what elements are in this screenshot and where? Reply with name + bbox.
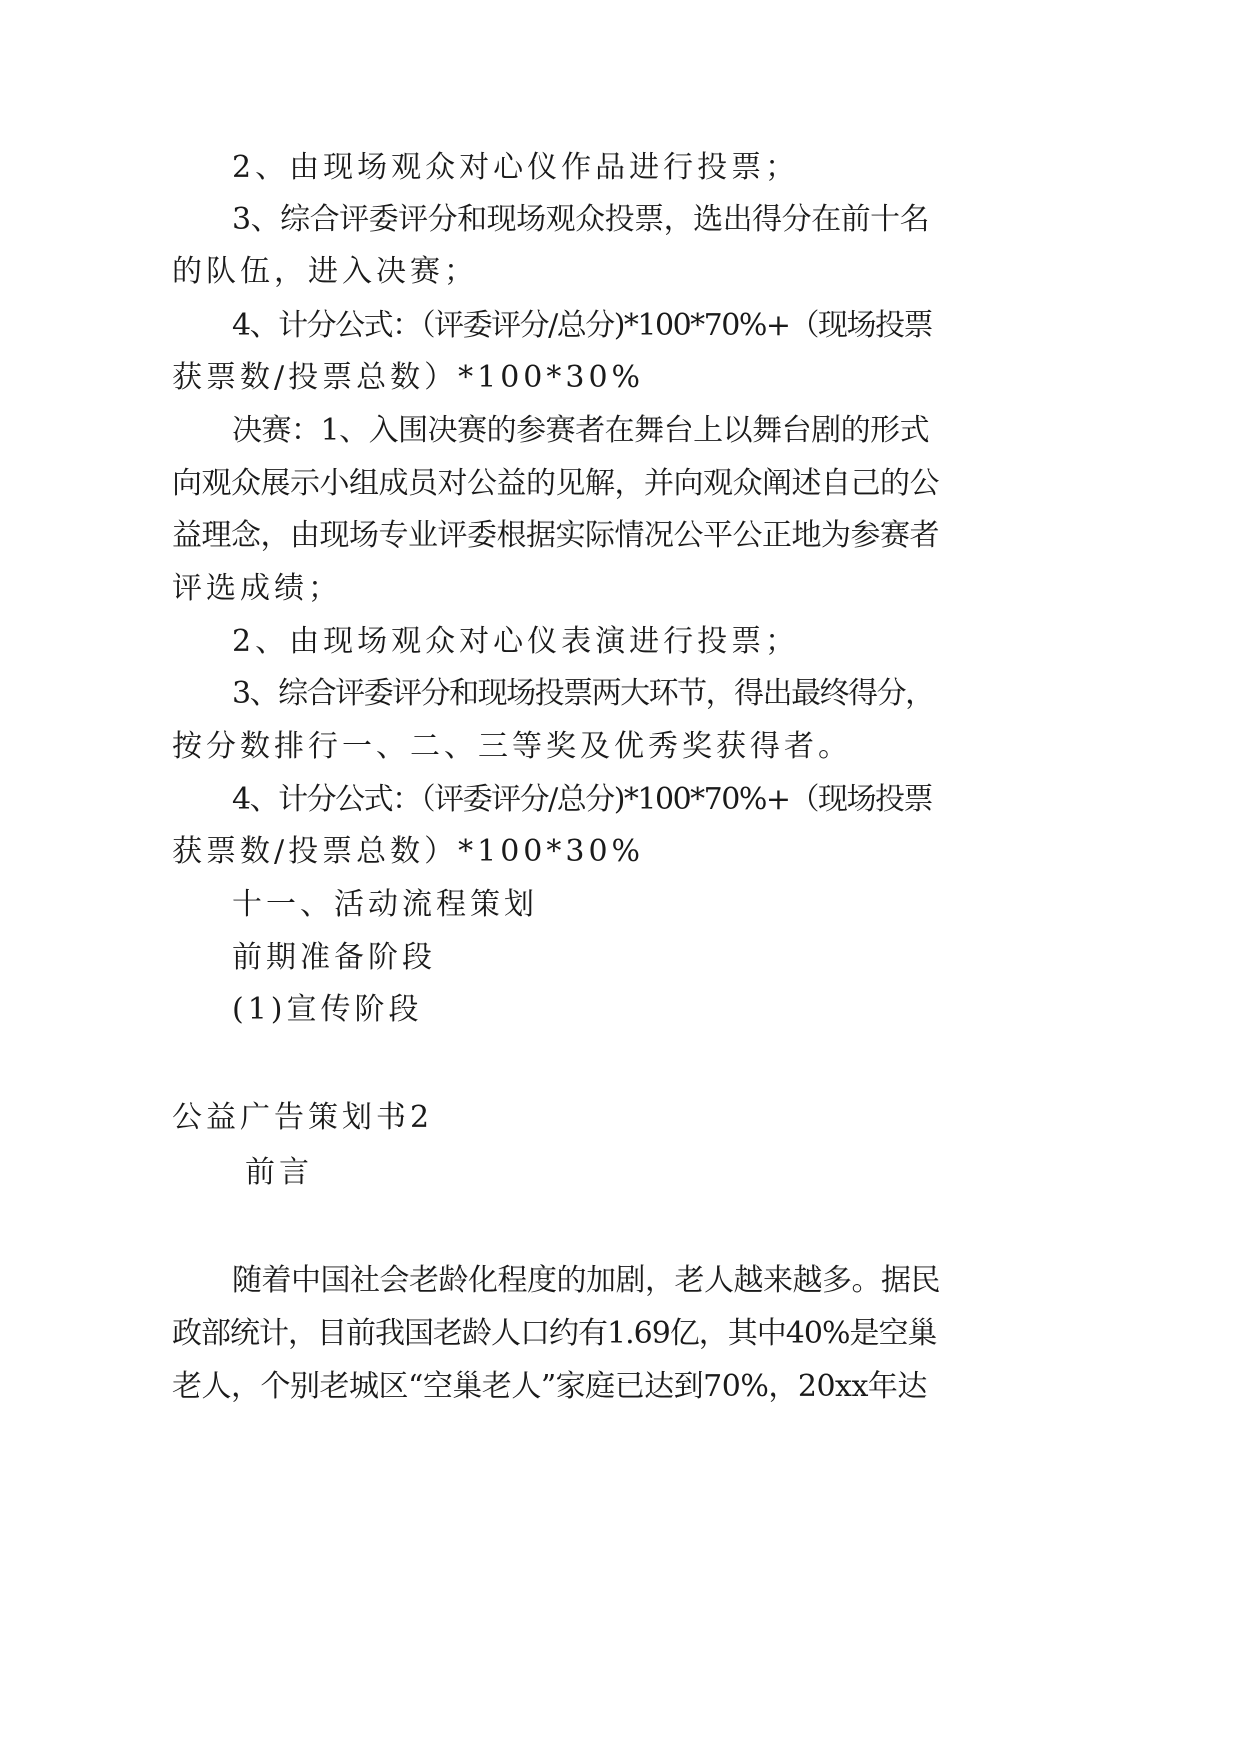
paragraph-line: 老人，个别老城区“空巢老人”家庭已达到70%，20xx年达 <box>172 1369 927 1404</box>
subsection-heading: (1)宣传阶段 <box>232 992 423 1027</box>
paragraph-line: 的队伍，进入决赛； <box>172 254 478 289</box>
paragraph-line: 获票数/投票总数）*100*30% <box>172 360 645 395</box>
paragraph-line: 4、计分公式：（评委评分/总分)*100*70%+（现场投票 <box>232 782 932 817</box>
paragraph-line: 向观众展示小组成员对公益的见解，并向观众阐述自己的公 <box>172 466 939 501</box>
paragraph-line: 2、由现场观众对心仪作品进行投票； <box>232 150 800 185</box>
paragraph-line: 获票数/投票总数）*100*30% <box>172 834 645 869</box>
paragraph-line: 评选成绩； <box>172 571 342 606</box>
subsection-heading: 前期准备阶段 <box>232 940 436 975</box>
document-title: 公益广告策划书2 <box>172 1100 434 1135</box>
preface-heading: 前言 <box>245 1155 313 1190</box>
paragraph-line: 4、计分公式：（评委评分/总分)*100*70%+（现场投票 <box>232 308 932 343</box>
section-heading: 十一、活动流程策划 <box>232 887 538 922</box>
paragraph-line: 政部统计，目前我国老龄人口约有1.69亿，其中40%是空巢 <box>172 1316 937 1351</box>
paragraph-line: 决赛：1、入围决赛的参赛者在舞台上以舞台剧的形式 <box>232 413 930 448</box>
paragraph-line: 按分数排行一、二、三等奖及优秀奖获得者。 <box>172 729 852 764</box>
paragraph-line: 2、由现场观众对心仪表演进行投票； <box>232 624 800 659</box>
paragraph-line: 3、综合评委评分和现场投票两大环节，得出最终得分， <box>232 676 934 711</box>
paragraph-line: 随着中国社会老龄化程度的加剧，老人越来越多。据民 <box>232 1263 940 1298</box>
paragraph-line: 益理念，由现场专业评委根据实际情况公平公正地为参赛者 <box>172 518 939 553</box>
paragraph-line: 3、综合评委评分和现场观众投票，选出得分在前十名 <box>232 202 930 237</box>
